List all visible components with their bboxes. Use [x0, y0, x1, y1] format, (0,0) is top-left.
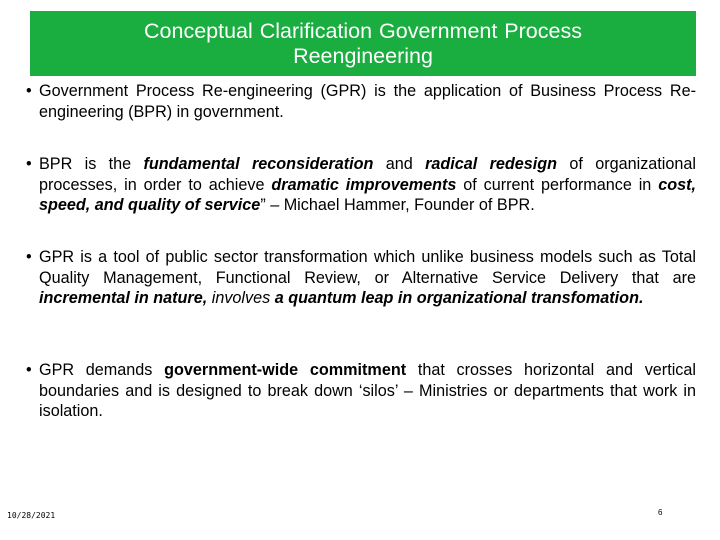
bullet-emphasis: government-wide commitment — [164, 361, 407, 379]
bullet-text-part: Government Process Re-engineering (GPR) is the application of Business Process Re-engineering (BPR) in government. — [39, 82, 696, 121]
footer-page-number: 6 — [658, 508, 663, 517]
bullet-emphasis: fundamental reconsideration — [143, 155, 374, 173]
bullet-text — [39, 81, 696, 122]
bullet-text-part: that crosses horizontal and vertical boundaries and is designed to break down ‘silos’ – Ministries or departments that work in isolation. — [39, 361, 696, 420]
bullet-emphasis: radical redesign — [425, 155, 558, 173]
bullet-item-gpr-commitment — [26, 360, 696, 422]
bullet-text-part: involves — [207, 289, 275, 307]
bullet-marker: • — [26, 155, 32, 173]
bullet-item-gpr-definition — [26, 81, 696, 122]
bullet-item-gpr-tool — [26, 247, 696, 309]
bullet-text-part: of current performance in — [456, 175, 659, 194]
bullet-item-bpr-quote — [26, 154, 696, 216]
slide-title-line-2: Reengineering — [293, 43, 433, 68]
bullet-text-part: ” – Michael Hammer, Founder of BPR. — [260, 196, 535, 214]
bullet-text-part: GPR is a tool of public sector transformation which unlike business models such as Total Quality Management, Functional Review, or Alternative Service Delivery that are — [39, 248, 696, 287]
bullet-marker: • — [26, 361, 32, 379]
bullet-marker: • — [26, 248, 32, 266]
bullet-emphasis: dramatic improvements — [271, 175, 457, 194]
title-banner — [30, 11, 696, 76]
slide-title-line-1: Conceptual Clarification Government Process — [144, 18, 582, 43]
bullet-text-part: GPR demands — [39, 361, 165, 379]
bullet-emphasis: cost, speed, and quality of service — [39, 175, 696, 214]
bullet-text — [39, 247, 696, 309]
bullet-emphasis: a quantum leap in organizational transfomation. — [274, 289, 644, 307]
bullet-marker: • — [26, 82, 32, 100]
bullet-emphasis: incremental in nature, — [39, 289, 208, 307]
footer-date: 10/28/2021 — [7, 511, 56, 520]
bullet-text-part: and — [373, 155, 426, 173]
bullet-text — [39, 360, 696, 422]
bullet-text-part: of organizational processes, in order to achieve — [39, 155, 696, 194]
bullet-text-part: BPR is the — [39, 155, 144, 173]
bullet-text — [39, 154, 696, 216]
